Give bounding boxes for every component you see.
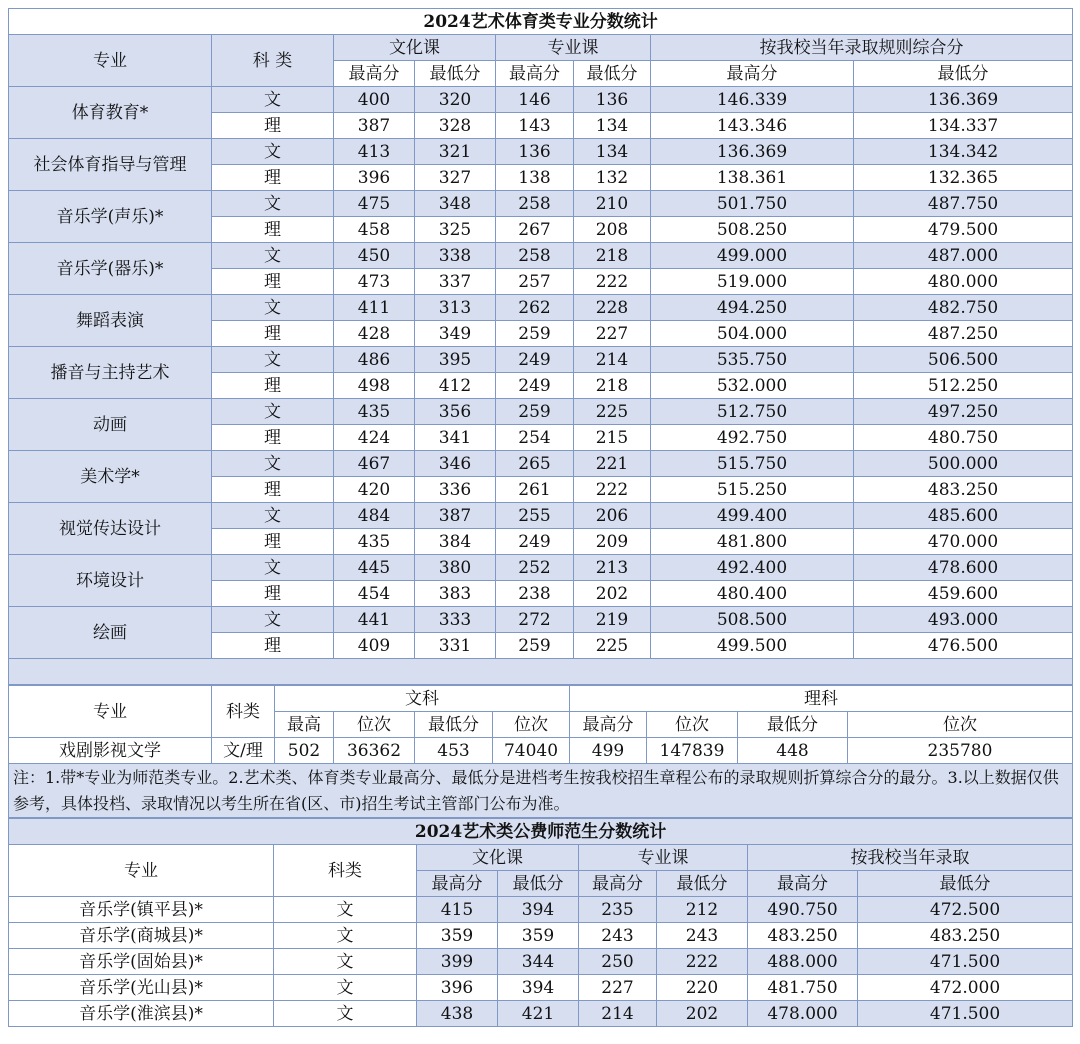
- major-name: 美术学*: [9, 451, 212, 503]
- score-cell: 349: [415, 321, 496, 347]
- category-cell: 文: [212, 347, 334, 373]
- score-cell: 222: [574, 477, 651, 503]
- score-cell: 411: [334, 295, 415, 321]
- spacer-row: [9, 659, 1073, 685]
- score-cell: 515.250: [651, 477, 854, 503]
- score-cell: 262: [496, 295, 574, 321]
- score-cell: 219: [574, 607, 651, 633]
- score-cell: 136.369: [651, 139, 854, 165]
- score-cell: 532.000: [651, 373, 854, 399]
- header-wenke-rank1: 位次: [334, 712, 415, 738]
- score-cell: 441: [334, 607, 415, 633]
- score-cell: 435: [334, 399, 415, 425]
- score-cell: 255: [496, 503, 574, 529]
- score-cell: 132: [574, 165, 651, 191]
- score-cell: 259: [496, 321, 574, 347]
- table-title: 2024艺术体育类专业分数统计: [9, 9, 1073, 35]
- major-name: 音乐学(声乐)*: [9, 191, 212, 243]
- score-cell: 134: [574, 139, 651, 165]
- score-cell: 400: [334, 87, 415, 113]
- category-cell: 理: [212, 373, 334, 399]
- header-wenke: 文科: [275, 686, 570, 712]
- category-cell: 理: [212, 321, 334, 347]
- score-cell: 480.750: [854, 425, 1073, 451]
- header-culture: 文化课: [334, 35, 496, 61]
- major-name: 音乐学(镇平县)*: [9, 897, 274, 923]
- score-cell: 134.337: [854, 113, 1073, 139]
- score-cell: 450: [334, 243, 415, 269]
- score-cell: 249: [496, 529, 574, 555]
- category-cell: 理: [212, 113, 334, 139]
- category-cell: 文: [212, 555, 334, 581]
- category-cell: 文: [212, 503, 334, 529]
- score-cell: 484: [334, 503, 415, 529]
- header-professional: 专业课: [579, 845, 748, 871]
- score-cell: 504.000: [651, 321, 854, 347]
- score-cell: 485.600: [854, 503, 1073, 529]
- category-cell: 理: [212, 425, 334, 451]
- score-cell: 258: [496, 243, 574, 269]
- score-cell: 424: [334, 425, 415, 451]
- score-cell: 218: [574, 243, 651, 269]
- table-row: [9, 607, 1073, 633]
- table-row: [9, 451, 1073, 477]
- score-cell: 222: [657, 949, 748, 975]
- cell: 448: [738, 738, 848, 764]
- score-cell: 409: [334, 633, 415, 659]
- score-cell: 134.342: [854, 139, 1073, 165]
- category-cell: 文: [212, 295, 334, 321]
- score-cell: 438: [417, 1001, 498, 1027]
- table-row: [9, 295, 1073, 321]
- table-row: [9, 923, 1073, 949]
- score-cell: 331: [415, 633, 496, 659]
- table-row: [9, 347, 1073, 373]
- score-cell: 499.000: [651, 243, 854, 269]
- score-cell: 467: [334, 451, 415, 477]
- cell: 499: [570, 738, 647, 764]
- header-category: 科类: [274, 845, 417, 897]
- score-cell: 202: [574, 581, 651, 607]
- category-cell: 文: [212, 87, 334, 113]
- score-cell: 222: [574, 269, 651, 295]
- header-professional-min: 最低分: [657, 871, 748, 897]
- header-major: 专业: [9, 35, 212, 87]
- score-cell: 472.000: [858, 975, 1073, 1001]
- score-cell: 515.750: [651, 451, 854, 477]
- header-like-min: 最低分: [738, 712, 848, 738]
- score-cell: 481.800: [651, 529, 854, 555]
- row-category: 文/理: [212, 738, 275, 764]
- score-cell: 252: [496, 555, 574, 581]
- score-cell: 238: [496, 581, 574, 607]
- score-cell: 478.600: [854, 555, 1073, 581]
- header-major: 专业: [9, 845, 274, 897]
- score-cell: 337: [415, 269, 496, 295]
- table-row: [9, 555, 1073, 581]
- score-cell: 359: [417, 923, 498, 949]
- score-cell: 471.500: [858, 1001, 1073, 1027]
- score-cell: 420: [334, 477, 415, 503]
- public-funded-normal-score-table: [8, 818, 1073, 1027]
- score-cell: 243: [657, 923, 748, 949]
- category-cell: 文: [274, 949, 417, 975]
- drama-score-table: [8, 685, 1073, 818]
- score-cell: 387: [334, 113, 415, 139]
- header-culture-max: 最高分: [417, 871, 498, 897]
- score-cell: 259: [496, 399, 574, 425]
- score-cell: 454: [334, 581, 415, 607]
- category-cell: 理: [212, 217, 334, 243]
- table-row: [9, 243, 1073, 269]
- score-cell: 499.500: [651, 633, 854, 659]
- score-cell: 359: [498, 923, 579, 949]
- score-cell: 394: [498, 897, 579, 923]
- score-cell: 134: [574, 113, 651, 139]
- category-cell: 文: [274, 1001, 417, 1027]
- category-cell: 文: [212, 191, 334, 217]
- score-cell: 214: [579, 1001, 657, 1027]
- score-cell: 138: [496, 165, 574, 191]
- cell: 453: [415, 738, 493, 764]
- header-culture: 文化课: [417, 845, 579, 871]
- score-cell: 481.750: [748, 975, 858, 1001]
- score-cell: 500.000: [854, 451, 1073, 477]
- score-cell: 486: [334, 347, 415, 373]
- score-cell: 519.000: [651, 269, 854, 295]
- score-cell: 435: [334, 529, 415, 555]
- cell: 147839: [647, 738, 738, 764]
- score-cell: 225: [574, 399, 651, 425]
- header-composite-max: 最高分: [748, 871, 858, 897]
- major-name: 音乐学(器乐)*: [9, 243, 212, 295]
- score-cell: 476.500: [854, 633, 1073, 659]
- score-cell: 384: [415, 529, 496, 555]
- score-cell: 325: [415, 217, 496, 243]
- score-cell: 494.250: [651, 295, 854, 321]
- header-wenke-rank2: 位次: [493, 712, 570, 738]
- score-cell: 487.250: [854, 321, 1073, 347]
- score-cell: 512.750: [651, 399, 854, 425]
- score-cell: 498: [334, 373, 415, 399]
- score-cell: 136.369: [854, 87, 1073, 113]
- header-composite-min: 最低分: [854, 61, 1073, 87]
- score-cell: 383: [415, 581, 496, 607]
- score-cell: 214: [574, 347, 651, 373]
- score-cell: 483.250: [854, 477, 1073, 503]
- score-cell: 249: [496, 347, 574, 373]
- score-cell: 259: [496, 633, 574, 659]
- score-cell: 421: [498, 1001, 579, 1027]
- cell: 36362: [334, 738, 415, 764]
- header-category: 科类: [212, 686, 275, 738]
- score-cell: 209: [574, 529, 651, 555]
- table-row: [9, 139, 1073, 165]
- cell: 502: [275, 738, 334, 764]
- row-major: 戏剧影视文学: [9, 738, 212, 764]
- score-cell: 487.000: [854, 243, 1073, 269]
- score-cell: 243: [579, 923, 657, 949]
- score-cell: 501.750: [651, 191, 854, 217]
- header-professional-max: 最高分: [496, 61, 574, 87]
- score-cell: 396: [334, 165, 415, 191]
- score-cell: 254: [496, 425, 574, 451]
- score-cell: 328: [415, 113, 496, 139]
- score-cell: 265: [496, 451, 574, 477]
- score-cell: 535.750: [651, 347, 854, 373]
- major-name: 音乐学(固始县)*: [9, 949, 274, 975]
- score-cell: 136: [574, 87, 651, 113]
- score-sheet: [8, 8, 1072, 1027]
- score-cell: 387: [415, 503, 496, 529]
- score-cell: 399: [417, 949, 498, 975]
- table-row: [9, 399, 1073, 425]
- score-cell: 143.346: [651, 113, 854, 139]
- header-like-rank2: 位次: [848, 712, 1073, 738]
- cell: 74040: [493, 738, 570, 764]
- score-cell: 413: [334, 139, 415, 165]
- cell: 235780: [848, 738, 1073, 764]
- score-cell: 508.250: [651, 217, 854, 243]
- table-row: [9, 191, 1073, 217]
- score-cell: 143: [496, 113, 574, 139]
- score-cell: 471.500: [858, 949, 1073, 975]
- score-cell: 490.750: [748, 897, 858, 923]
- category-cell: 理: [212, 581, 334, 607]
- score-cell: 212: [657, 897, 748, 923]
- score-cell: 146: [496, 87, 574, 113]
- category-cell: 理: [212, 477, 334, 503]
- score-cell: 473: [334, 269, 415, 295]
- table-row: [9, 975, 1073, 1001]
- score-cell: 218: [574, 373, 651, 399]
- major-name: 音乐学(光山县)*: [9, 975, 274, 1001]
- header-like: 理科: [570, 686, 1073, 712]
- score-cell: 228: [574, 295, 651, 321]
- score-cell: 459.600: [854, 581, 1073, 607]
- score-cell: 478.000: [748, 1001, 858, 1027]
- header-professional-max: 最高分: [579, 871, 657, 897]
- table-row: [9, 503, 1073, 529]
- header-culture-min: 最低分: [498, 871, 579, 897]
- score-cell: 396: [417, 975, 498, 1001]
- score-cell: 258: [496, 191, 574, 217]
- header-wenke-min: 最低分: [415, 712, 493, 738]
- category-cell: 理: [212, 165, 334, 191]
- score-cell: 488.000: [748, 949, 858, 975]
- score-cell: 320: [415, 87, 496, 113]
- score-cell: 249: [496, 373, 574, 399]
- score-cell: 261: [496, 477, 574, 503]
- header-major: 专业: [9, 686, 212, 738]
- score-cell: 472.500: [858, 897, 1073, 923]
- category-cell: 理: [212, 529, 334, 555]
- score-cell: 341: [415, 425, 496, 451]
- score-cell: 272: [496, 607, 574, 633]
- score-cell: 257: [496, 269, 574, 295]
- score-cell: 250: [579, 949, 657, 975]
- score-cell: 336: [415, 477, 496, 503]
- category-cell: 文: [212, 607, 334, 633]
- score-cell: 206: [574, 503, 651, 529]
- score-cell: 458: [334, 217, 415, 243]
- table-row: [9, 87, 1073, 113]
- header-culture-max: 最高分: [334, 61, 415, 87]
- score-cell: 394: [498, 975, 579, 1001]
- score-cell: 346: [415, 451, 496, 477]
- major-name: 环境设计: [9, 555, 212, 607]
- major-name: 播音与主持艺术: [9, 347, 212, 399]
- header-composite: 按我校当年录取规则综合分: [651, 35, 1073, 61]
- score-cell: 235: [579, 897, 657, 923]
- score-cell: 313: [415, 295, 496, 321]
- major-name: 体育教育*: [9, 87, 212, 139]
- score-cell: 215: [574, 425, 651, 451]
- header-composite: 按我校当年录取: [748, 845, 1073, 871]
- score-cell: 221: [574, 451, 651, 477]
- score-cell: 146.339: [651, 87, 854, 113]
- score-cell: 225: [574, 633, 651, 659]
- score-cell: 492.750: [651, 425, 854, 451]
- major-name: 音乐学(商城县)*: [9, 923, 274, 949]
- score-cell: 487.750: [854, 191, 1073, 217]
- score-cell: 445: [334, 555, 415, 581]
- major-name: 舞蹈表演: [9, 295, 212, 347]
- header-like-max: 最高分: [570, 712, 647, 738]
- category-cell: 文: [274, 975, 417, 1001]
- category-cell: 文: [274, 897, 417, 923]
- header-like-rank1: 位次: [647, 712, 738, 738]
- major-name: 绘画: [9, 607, 212, 659]
- score-cell: 428: [334, 321, 415, 347]
- category-cell: 文: [212, 139, 334, 165]
- score-cell: 508.500: [651, 607, 854, 633]
- major-name: 视觉传达设计: [9, 503, 212, 555]
- footnote: 注：1.带*专业为师范类专业。2.艺术类、体育类专业最高分、最低分是进档考生按我校招生章程公布的录取规则折算综合分的最分。3.以上数据仅供参考，具体投档、录取情况以考生所在省(区、市)招生考试主管部门公布为准。: [9, 764, 1073, 818]
- category-cell: 理: [212, 633, 334, 659]
- score-cell: 227: [574, 321, 651, 347]
- header-professional-min: 最低分: [574, 61, 651, 87]
- score-cell: 475: [334, 191, 415, 217]
- table-title: 2024艺术类公费师范生分数统计: [9, 819, 1073, 845]
- score-cell: 497.250: [854, 399, 1073, 425]
- major-name: 社会体育指导与管理: [9, 139, 212, 191]
- table-row: [9, 1001, 1073, 1027]
- score-cell: 483.250: [858, 923, 1073, 949]
- score-cell: 348: [415, 191, 496, 217]
- score-cell: 344: [498, 949, 579, 975]
- header-professional: 专业课: [496, 35, 651, 61]
- score-cell: 338: [415, 243, 496, 269]
- score-cell: 480.400: [651, 581, 854, 607]
- score-cell: 482.750: [854, 295, 1073, 321]
- category-cell: 文: [212, 451, 334, 477]
- score-cell: 210: [574, 191, 651, 217]
- header-composite-min: 最低分: [858, 871, 1073, 897]
- score-cell: 321: [415, 139, 496, 165]
- category-cell: 文: [212, 243, 334, 269]
- score-cell: 395: [415, 347, 496, 373]
- table-row: [9, 897, 1073, 923]
- score-cell: 499.400: [651, 503, 854, 529]
- score-cell: 267: [496, 217, 574, 243]
- major-name: 动画: [9, 399, 212, 451]
- score-cell: 356: [415, 399, 496, 425]
- table-row: [9, 949, 1073, 975]
- score-cell: 132.365: [854, 165, 1073, 191]
- score-cell: 327: [415, 165, 496, 191]
- major-name: 音乐学(淮滨县)*: [9, 1001, 274, 1027]
- score-cell: 412: [415, 373, 496, 399]
- score-cell: 479.500: [854, 217, 1073, 243]
- score-cell: 213: [574, 555, 651, 581]
- category-cell: 文: [274, 923, 417, 949]
- score-cell: 220: [657, 975, 748, 1001]
- score-cell: 380: [415, 555, 496, 581]
- score-cell: 136: [496, 139, 574, 165]
- score-cell: 333: [415, 607, 496, 633]
- art-sports-score-table: [8, 8, 1073, 685]
- score-cell: 470.000: [854, 529, 1073, 555]
- score-cell: 512.250: [854, 373, 1073, 399]
- header-composite-max: 最高分: [651, 61, 854, 87]
- score-cell: 493.000: [854, 607, 1073, 633]
- header-category: 科 类: [212, 35, 334, 87]
- header-culture-min: 最低分: [415, 61, 496, 87]
- score-cell: 227: [579, 975, 657, 1001]
- header-wenke-max: 最高: [275, 712, 334, 738]
- score-cell: 202: [657, 1001, 748, 1027]
- category-cell: 文: [212, 399, 334, 425]
- score-cell: 480.000: [854, 269, 1073, 295]
- score-cell: 415: [417, 897, 498, 923]
- score-cell: 506.500: [854, 347, 1073, 373]
- score-cell: 483.250: [748, 923, 858, 949]
- score-cell: 208: [574, 217, 651, 243]
- score-cell: 138.361: [651, 165, 854, 191]
- category-cell: 理: [212, 269, 334, 295]
- score-cell: 492.400: [651, 555, 854, 581]
